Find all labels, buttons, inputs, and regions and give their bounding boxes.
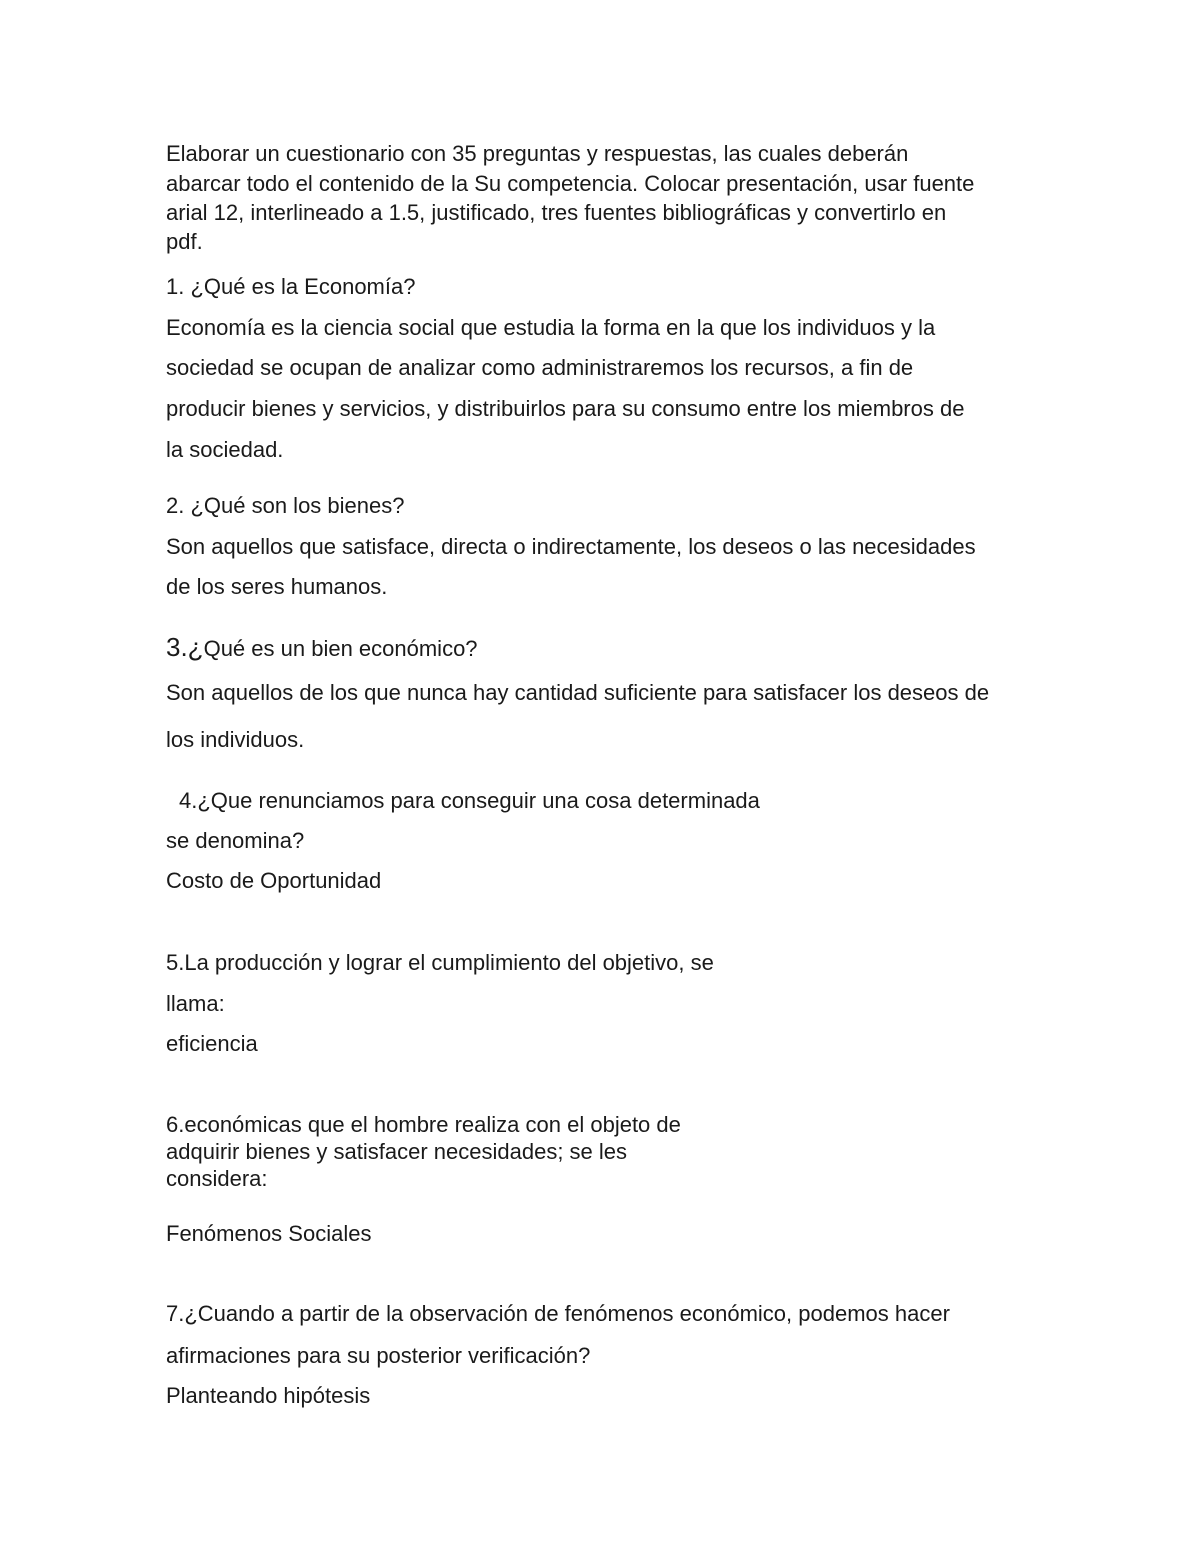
- answer-2-line-1: Son aquellos que satisface, directa o indirectamente, los deseos o las necesidades: [166, 534, 976, 559]
- answer-2-line-2: de los seres humanos.: [166, 574, 388, 599]
- intro-line-4: pdf.: [166, 229, 203, 254]
- intro-line-3: arial 12, interlineado a 1.5, justificado, tres fuentes bibliográficas y convertirlo en: [166, 200, 947, 225]
- question-6-line-3: considera:: [166, 1166, 268, 1191]
- question-7-line-2: afirmaciones para su posterior verificación?: [166, 1343, 591, 1368]
- answer-1-line-2: sociedad se ocupan de analizar como administraremos los recursos, a fin de: [166, 355, 914, 380]
- answer-3-line-1: Son aquellos de los que nunca hay cantidad suficiente para satisfacer los deseos de: [166, 680, 990, 705]
- answer-1-line-1: Economía es la ciencia social que estudia la forma en la que los individuos y la: [166, 315, 936, 340]
- question-3-number: 3.¿: [166, 632, 204, 662]
- question-6-line-1: 6.económicas que el hombre realiza con el objeto de: [166, 1112, 681, 1137]
- question-5-line-1: 5.La producción y lograr el cumplimiento del objetivo, se: [166, 950, 714, 975]
- question-4-line-1: 4.¿Que renunciamos para conseguir una cosa determinada: [179, 788, 760, 813]
- answer-6: Fenómenos Sociales: [166, 1221, 372, 1246]
- answer-1-line-3: producir bienes y servicios, y distribuirlos para su consumo entre los miembros de: [166, 396, 965, 421]
- answer-5: eficiencia: [166, 1031, 258, 1056]
- answer-4: Costo de Oportunidad: [166, 868, 382, 893]
- question-5-line-2: llama:: [166, 991, 225, 1016]
- question-7-line-1: 7.¿Cuando a partir de la observación de fenómenos económico, podemos hacer: [166, 1301, 950, 1326]
- question-1: 1. ¿Qué es la Economía?: [166, 274, 416, 299]
- question-6-line-2: adquirir bienes y satisfacer necesidades; se les: [166, 1139, 628, 1164]
- intro-line-1: Elaborar un cuestionario con 35 preguntas y respuestas, las cuales deberán: [166, 141, 909, 166]
- answer-3-line-2: los individuos.: [166, 727, 305, 752]
- question-3: [166, 634, 478, 660]
- question-2: 2. ¿Qué son los bienes?: [166, 493, 405, 518]
- answer-1-line-4: la sociedad.: [166, 437, 284, 462]
- intro-line-2: abarcar todo el contenido de la Su competencia. Colocar presentación, usar fuente: [166, 171, 975, 196]
- question-4-line-2: se denomina?: [166, 828, 305, 853]
- question-3-text: Qué es un bien económico?: [203, 636, 478, 661]
- answer-7: Planteando hipótesis: [166, 1383, 371, 1408]
